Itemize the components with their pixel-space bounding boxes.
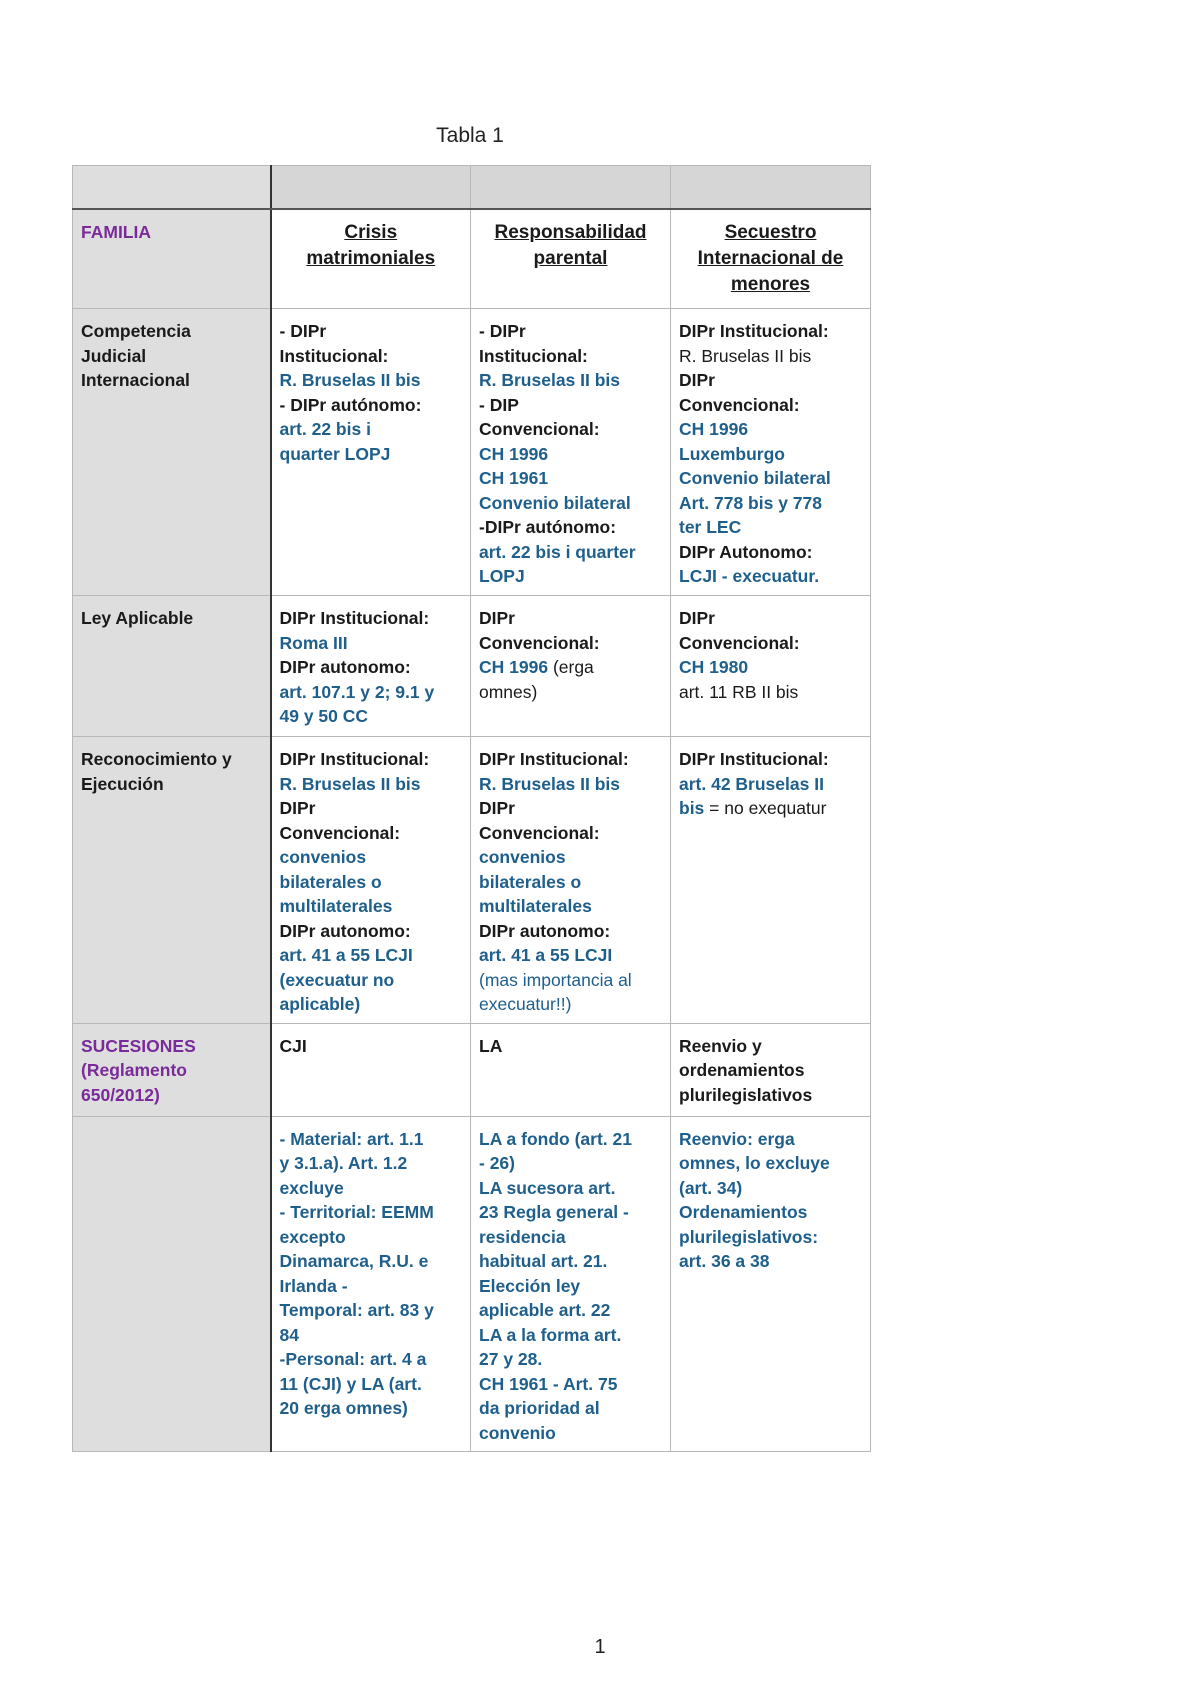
row-label-competencia xyxy=(73,309,271,596)
cell-line xyxy=(479,393,662,418)
row-label-line: SUCESIONES xyxy=(81,1035,196,1056)
cell-line-text: bilaterales o xyxy=(479,871,582,892)
cell-line xyxy=(479,631,662,656)
cell-line xyxy=(479,344,662,369)
cell-line: 11 (CJI) y LA (art. xyxy=(279,1373,422,1394)
cell-line xyxy=(280,417,463,442)
table-caption: Tabla 1 xyxy=(436,124,504,147)
cell-line-text: Convenio bilateral xyxy=(479,492,631,513)
cell-line xyxy=(679,796,862,821)
cell-line xyxy=(479,515,662,540)
cell-line xyxy=(479,870,662,895)
cell-line xyxy=(679,442,862,467)
column-heading-line: menores xyxy=(730,274,811,295)
cell-line xyxy=(679,417,862,442)
cell-line xyxy=(280,968,463,993)
row-label-reconocimiento xyxy=(73,737,271,1024)
cell-cji-responsabilidad xyxy=(471,309,671,596)
page-number: 1 xyxy=(594,1636,606,1658)
cell-line: 84 xyxy=(279,1324,299,1345)
row-label-line: 650/2012) xyxy=(81,1084,160,1105)
row-label-ley xyxy=(73,596,271,737)
cell-line: omnes, lo excluye xyxy=(679,1153,830,1173)
cell-line-text: DIPr Autonomo: xyxy=(679,541,813,562)
cell-line xyxy=(280,606,463,631)
cell-cji-crisis xyxy=(271,309,471,596)
cell-line-text: DIPr xyxy=(279,798,316,818)
cell-line: LA xyxy=(479,1035,503,1056)
cell-line: convenio xyxy=(479,1422,556,1443)
cell-line-text: DIPr autonomo: xyxy=(279,920,411,941)
cell-line-text: R. Bruselas II bis xyxy=(479,370,621,390)
cell-line: ordenamientos xyxy=(679,1060,805,1080)
cell-line: y 3.1.a). Art. 1.2 xyxy=(279,1153,408,1173)
column-heading-line: Internacional de xyxy=(697,248,844,269)
band-cell xyxy=(73,166,271,210)
cell-line-text: Convencional: xyxy=(479,419,600,439)
cell-line-text: - DIPr autónomo: xyxy=(279,394,422,415)
cell-line xyxy=(479,943,662,968)
cell-line: 20 erga omnes) xyxy=(279,1398,408,1418)
band-cell xyxy=(471,166,671,210)
cell-line-text: R. Bruselas II bis xyxy=(679,345,812,366)
column-heading-line: parental xyxy=(533,248,608,269)
cell-line: Reenvio y xyxy=(679,1035,762,1056)
cell-line-text: multilaterales xyxy=(279,896,393,916)
cell-line xyxy=(280,442,463,467)
cell-line xyxy=(679,564,862,589)
cell-line: Ordenamientos xyxy=(679,1202,808,1222)
cell-line: da prioridad al xyxy=(479,1398,600,1418)
cell-line-text: Convencional: xyxy=(279,822,401,843)
cell-line xyxy=(479,606,662,631)
row-label-line: Internacional xyxy=(81,370,190,390)
cell-line: habitual art. 21. xyxy=(479,1251,608,1271)
cell-line-text: CH 1980 xyxy=(679,657,749,677)
cell-line xyxy=(679,466,862,491)
cell-line-text: DIPr xyxy=(679,608,715,628)
cell-suc-reenvio xyxy=(671,1023,871,1116)
cell-line xyxy=(280,919,463,944)
cell-line-text: art. 22 bis i xyxy=(279,419,371,439)
cell-line-text: bis xyxy=(679,798,705,818)
cell-line xyxy=(679,393,862,418)
cell-line-text: art. 41 a 55 LCJI xyxy=(279,945,413,965)
table-row-competencia xyxy=(73,309,871,596)
cell-line: residencia xyxy=(479,1226,566,1247)
cell-line xyxy=(479,368,662,393)
row-label-line: Judicial xyxy=(81,345,147,366)
familia-label: FAMILIA xyxy=(81,222,151,242)
band-cell xyxy=(671,166,871,210)
cell-line-text: Art. 778 bis y 778 xyxy=(679,492,822,513)
cell-line xyxy=(479,319,662,344)
cell-ley-crisis xyxy=(271,596,471,737)
cell-line-text: DIPr xyxy=(679,370,715,390)
cell-line: plurilegislativos xyxy=(679,1084,813,1105)
cell-rec-secuestro xyxy=(671,737,871,1024)
cell-line-text: execuatur!!) xyxy=(479,994,572,1014)
row-label-line: Reconocimiento y xyxy=(81,749,232,769)
cell-line: Irlanda - xyxy=(279,1275,348,1296)
cell-line: - Territorial: EEMM xyxy=(279,1202,434,1222)
cell-line: CH 1961 - Art. 75 xyxy=(479,1373,618,1394)
cell-line xyxy=(679,655,862,680)
cell-line-text: CH 1996 xyxy=(479,443,549,464)
cell-line-text: DIPr Institucional: xyxy=(279,749,430,769)
row-label-line: (Reglamento xyxy=(81,1060,187,1080)
cell-line-tail: = no exequatur xyxy=(704,798,827,818)
cell-line-text: Convenio bilateral xyxy=(679,468,831,488)
cell-suc-detalle-reenvio xyxy=(671,1116,871,1452)
cell-line-text: DIPr Institucional: xyxy=(279,608,430,628)
row-label-line: Ley Aplicable xyxy=(81,608,194,628)
cell-line-text: convenios xyxy=(479,847,566,867)
cell-line-text: art. 41 a 55 LCJI xyxy=(479,945,613,965)
cell-line xyxy=(679,631,862,656)
cell-line-text: R. Bruselas II bis xyxy=(279,370,421,390)
cell-line: excluye xyxy=(279,1177,344,1198)
table-row-ley-aplicable xyxy=(73,596,871,737)
cell-line: LA a fondo (art. 21 xyxy=(479,1128,632,1149)
cell-line xyxy=(280,992,463,1017)
cell-line-text: art. 42 Bruselas II xyxy=(679,773,824,794)
cell-line: CJI xyxy=(279,1035,307,1056)
row-label-familia xyxy=(73,209,271,309)
cell-line xyxy=(280,680,463,705)
column-heading-line: Secuestro xyxy=(724,222,817,243)
cell-line-text: omnes) xyxy=(479,681,538,702)
cell-line-tail: (erga xyxy=(548,657,594,677)
cell-line-text: quarter LOPJ xyxy=(279,443,391,464)
cell-line-text: Luxemburgo xyxy=(679,443,785,464)
cell-suc-la xyxy=(471,1023,671,1116)
cell-line xyxy=(679,606,862,631)
column-head-crisis xyxy=(271,209,471,309)
cell-line-text: art. 11 RB II bis xyxy=(679,681,799,702)
cell-line-text: DIPr autonomo: xyxy=(279,657,411,677)
cell-line xyxy=(679,747,862,772)
cell-line xyxy=(280,393,463,418)
cell-line xyxy=(280,772,463,797)
table-row-sucesiones-detalle xyxy=(73,1116,871,1452)
column-head-secuestro xyxy=(671,209,871,309)
row-label-line: Ejecución xyxy=(81,773,164,794)
cell-line-text: 49 y 50 CC xyxy=(279,706,369,726)
cell-line-text: convenios xyxy=(279,847,367,867)
cell-line xyxy=(479,442,662,467)
cell-line xyxy=(479,992,662,1017)
cell-rec-crisis xyxy=(271,737,471,1024)
cell-line: LA sucesora art. xyxy=(479,1177,616,1198)
column-heading-line: matrimoniales xyxy=(306,248,436,269)
cell-line xyxy=(479,417,662,442)
cell-line-text: - DIPr xyxy=(479,321,526,341)
cell-line xyxy=(479,968,662,993)
cell-ley-secuestro xyxy=(671,596,871,737)
cell-line: - Material: art. 1.1 xyxy=(279,1128,424,1149)
cell-line xyxy=(479,919,662,944)
cell-line-text: bilaterales o xyxy=(279,871,382,892)
cell-rec-responsabilidad xyxy=(471,737,671,1024)
cell-line-text: aplicable) xyxy=(279,994,361,1014)
cell-line: Temporal: art. 83 y xyxy=(279,1300,434,1320)
cell-line-text: CH 1961 xyxy=(479,468,549,488)
cell-line-text: art. 22 bis i quarter xyxy=(479,541,636,562)
cell-line-text: multilaterales xyxy=(479,896,592,916)
cell-ley-responsabilidad xyxy=(471,596,671,737)
row-label-sucesiones xyxy=(73,1023,271,1116)
cell-line xyxy=(280,894,463,919)
cell-line xyxy=(280,631,463,656)
cell-line xyxy=(679,680,862,705)
cell-line-text: Convencional: xyxy=(679,632,800,653)
cell-line-text: DIPr autonomo: xyxy=(479,920,611,941)
cell-line xyxy=(679,772,862,797)
band-cell xyxy=(271,166,471,210)
cell-line: art. 36 a 38 xyxy=(679,1251,770,1271)
cell-line xyxy=(280,821,463,846)
cell-line: - 26) xyxy=(479,1153,515,1173)
cell-line xyxy=(280,368,463,393)
legal-table xyxy=(72,165,871,1452)
cell-line-text: Institucional: xyxy=(279,345,389,366)
cell-line xyxy=(280,319,463,344)
cell-line-text: - DIPr xyxy=(279,321,327,341)
cell-line-text: art. 107.1 y 2; 9.1 y xyxy=(279,681,435,702)
cell-line xyxy=(479,564,662,589)
cell-line: plurilegislativos: xyxy=(679,1226,819,1247)
cell-line xyxy=(679,491,862,516)
table-header-band xyxy=(73,166,871,210)
cell-line: excepto xyxy=(279,1226,346,1247)
cell-line-text: R. Bruselas II bis xyxy=(479,773,621,794)
cell-line xyxy=(679,368,862,393)
cell-line-text: Roma III xyxy=(279,632,348,653)
cell-line-text: (mas importancia al xyxy=(479,969,632,990)
cell-line: Dinamarca, R.U. e xyxy=(279,1251,429,1271)
cell-line: (art. 34) xyxy=(679,1177,743,1198)
column-heading-line: Responsabilidad xyxy=(494,222,647,243)
cell-line-text: DIPr Institucional: xyxy=(679,321,829,341)
cell-line-text: DIPr Institucional: xyxy=(479,749,629,769)
table-row-sucesiones xyxy=(73,1023,871,1116)
cell-line xyxy=(280,344,463,369)
cell-line-text: - DIP xyxy=(479,394,519,415)
cell-line xyxy=(479,821,662,846)
cell-line xyxy=(679,319,862,344)
cell-line xyxy=(479,680,662,705)
cell-line xyxy=(679,344,862,369)
table-row-familia xyxy=(73,209,871,309)
cell-line xyxy=(479,845,662,870)
cell-line-text: LOPJ xyxy=(479,566,525,586)
cell-line: -Personal: art. 4 a xyxy=(279,1349,427,1369)
row-label-empty xyxy=(73,1116,271,1452)
cell-line-text: Convencional: xyxy=(479,822,600,843)
cell-line xyxy=(280,704,463,729)
cell-line xyxy=(479,747,662,772)
cell-line-text: Convencional: xyxy=(479,632,600,653)
cell-line xyxy=(479,772,662,797)
cell-line: Reenvio: erga xyxy=(679,1128,795,1149)
cell-line: Elección ley xyxy=(479,1275,581,1296)
cell-line-text: -DIPr autónomo: xyxy=(479,517,617,537)
cell-line-text: DIPr Institucional: xyxy=(679,749,829,769)
cell-cji-secuestro xyxy=(671,309,871,596)
table-row-reconocimiento xyxy=(73,737,871,1024)
cell-suc-cji xyxy=(271,1023,471,1116)
cell-suc-detalle-cji xyxy=(271,1116,471,1452)
cell-line: 23 Regla general - xyxy=(479,1202,629,1222)
cell-line xyxy=(280,747,463,772)
column-heading-line: Crisis xyxy=(344,222,398,243)
cell-line: LA a la forma art. xyxy=(479,1324,622,1345)
column-head-responsabilidad xyxy=(471,209,671,309)
cell-suc-detalle-la xyxy=(471,1116,671,1452)
cell-line xyxy=(679,515,862,540)
cell-line-text: Institucional: xyxy=(479,345,588,366)
cell-line-text: CH 1996 xyxy=(679,419,749,439)
cell-line-text: Convencional: xyxy=(679,394,800,415)
cell-line xyxy=(280,870,463,895)
cell-line: aplicable art. 22 xyxy=(479,1300,611,1320)
cell-line-text: CH 1996 xyxy=(479,657,549,677)
cell-line xyxy=(479,540,662,565)
cell-line xyxy=(479,491,662,516)
cell-line-text: DIPr xyxy=(479,608,515,628)
cell-line xyxy=(280,845,463,870)
cell-line xyxy=(479,796,662,821)
cell-line-text: LCJI - execuatur. xyxy=(679,566,820,586)
cell-line xyxy=(479,894,662,919)
cell-line: 27 y 28. xyxy=(479,1349,543,1369)
cell-line xyxy=(280,655,463,680)
cell-line-text: DIPr xyxy=(479,798,515,818)
cell-line xyxy=(479,655,662,680)
cell-line xyxy=(479,466,662,491)
cell-line-text: R. Bruselas II bis xyxy=(279,773,421,794)
cell-line xyxy=(280,943,463,968)
cell-line xyxy=(679,540,862,565)
cell-line-text: ter LEC xyxy=(679,517,742,537)
cell-line-text: (execuatur no xyxy=(279,969,395,990)
cell-line xyxy=(280,796,463,821)
row-label-line: Competencia xyxy=(81,321,191,341)
